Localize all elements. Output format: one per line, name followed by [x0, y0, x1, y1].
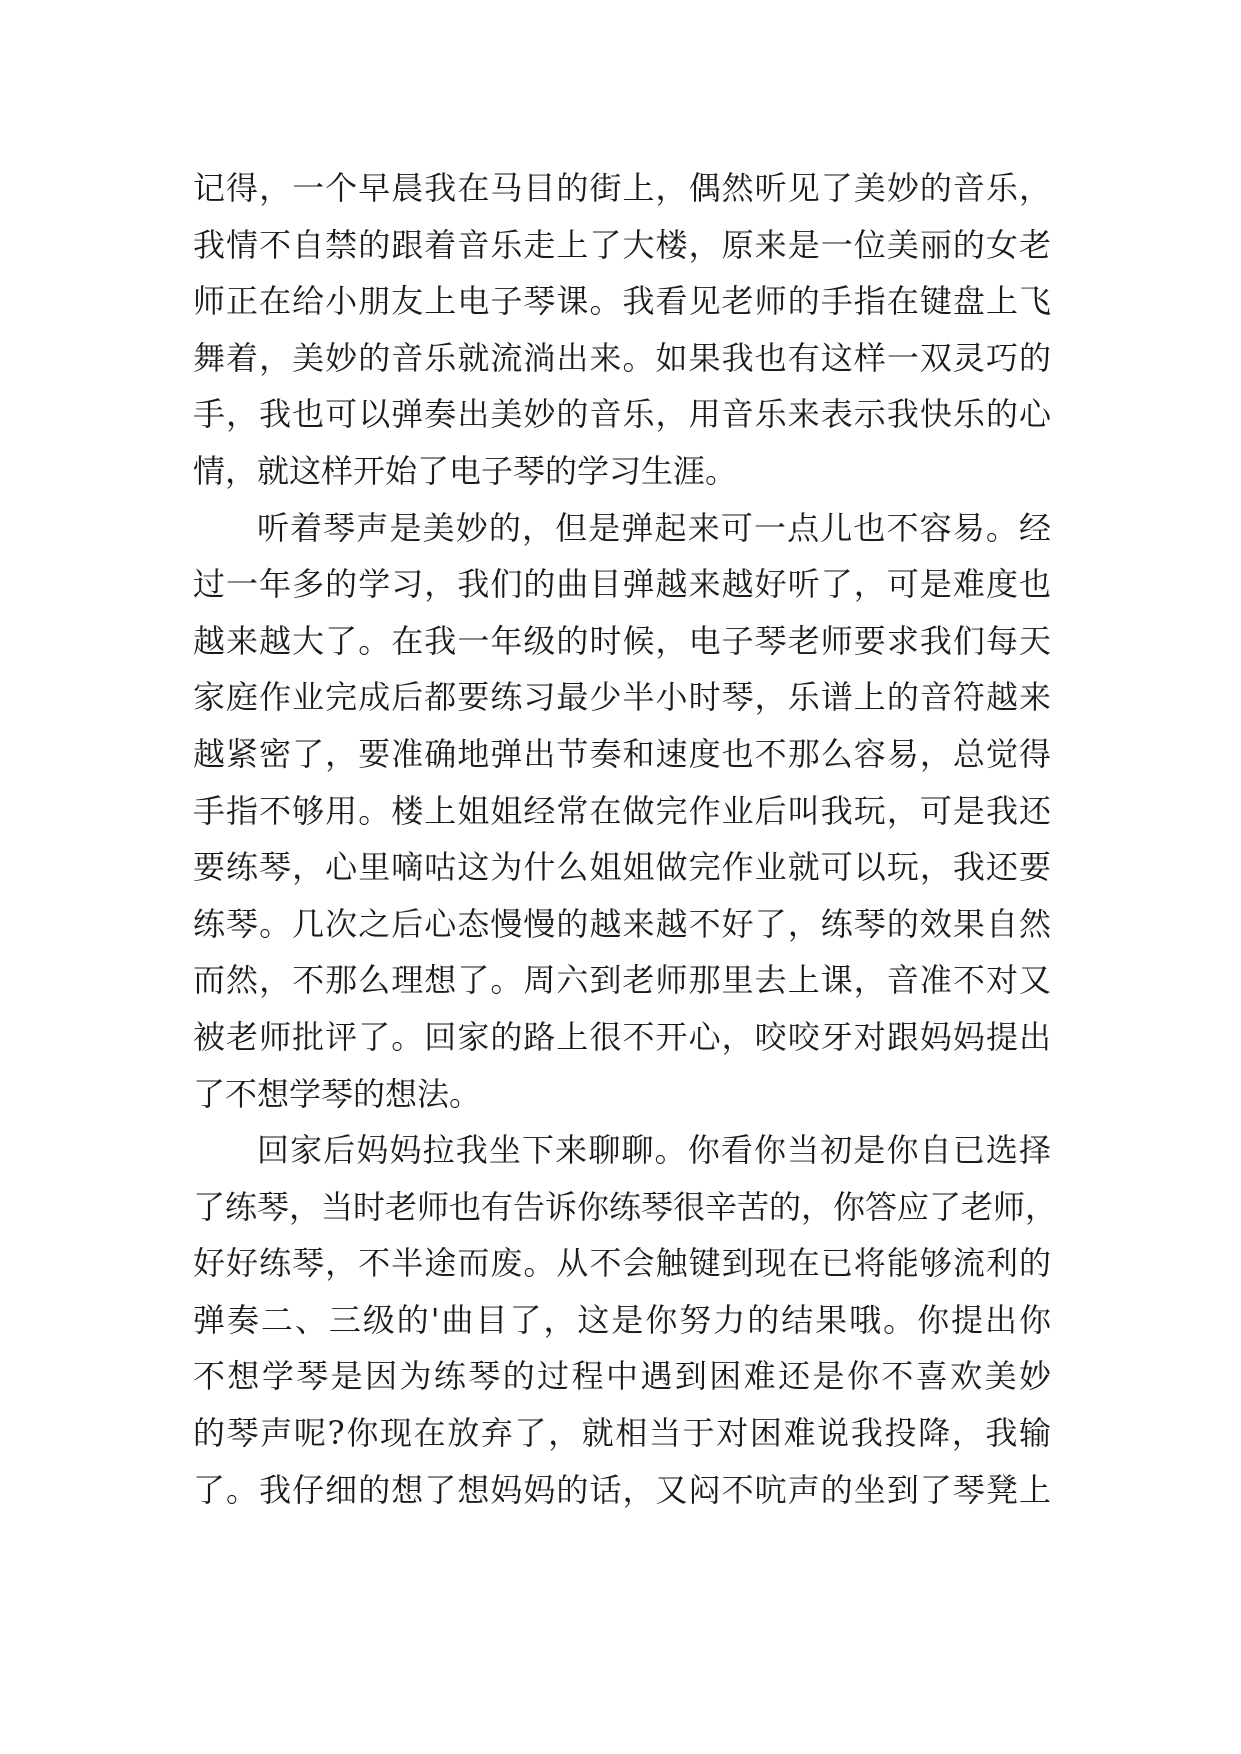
paragraph-2-line-1: 听着琴声是美妙的，但是弹起来可一点儿也不容易。经: [257, 508, 1051, 547]
paragraph-3-line-1: 回家后妈妈拉我坐下来聊聊。你看你当初是你自已选择: [257, 1131, 1051, 1170]
paragraph-2-line-3: 越来越大了。在我一年级的时候，电子琴老师要求我们每天: [193, 621, 1051, 660]
paragraph-2-line-11: 了不想学琴的想法。: [193, 1074, 482, 1113]
paragraph-3-line-4: 弹奏二、三级的'曲目了，这是你努力的结果哦。你提出你: [193, 1300, 1051, 1339]
paragraph-1-line-6: 情，就这样开始了电子琴的学习生涯。: [193, 451, 738, 490]
paragraph-3-line-3: 好好练琴，不半途而废。从不会触键到现在已将能够流利的: [193, 1244, 1051, 1283]
paragraph-1-line-1: 记得，一个早晨我在马目的街上，偶然听见了美妙的音乐，: [193, 169, 1051, 207]
paragraph-2-line-5: 越紧密了，要准确地弹出节奏和速度也不那么容易，总觉得: [193, 734, 1051, 773]
paragraph-2-line-4: 家庭作业完成后都要练习最少半小时琴，乐谱上的音符越来: [193, 678, 1051, 717]
paragraph-2-line-6: 手指不够用。楼上姐姐经常在做完作业后叫我玩，可是我还: [193, 791, 1051, 830]
paragraph-3-line-2: 了练琴，当时老师也有告诉你练琴很辛苦的，你答应了老师，: [193, 1187, 1058, 1226]
paragraph-3-line-7: 了。我仔细的想了想妈妈的话，又闷不吭声的坐到了琴凳上: [193, 1470, 1051, 1509]
paragraph-1-line-2: 我情不自禁的跟着音乐走上了大楼，原来是一位美丽的女老: [193, 225, 1051, 264]
paragraph-2-line-10: 被老师批评了。回家的路上很不开心，咬咬牙对跟妈妈提出: [193, 1017, 1051, 1056]
paragraph-3-line-5: 不想学琴是因为练琴的过程中遇到困难还是你不喜欢美妙: [193, 1357, 1051, 1396]
document-body: [193, 160, 1058, 1518]
paragraph-1-line-3: 师正在给小朋友上电子琴课。我看见老师的手指在键盘上飞: [193, 282, 1051, 321]
paragraph-1-line-5: 手，我也可以弹奏出美妙的音乐，用音乐来表示我快乐的心: [193, 395, 1051, 434]
paragraph-3-line-6: 的琴声呢?你现在放弃了，就相当于对困难说我投降，我输: [193, 1414, 1051, 1453]
paragraph-2-line-8: 练琴。几次之后心态慢慢的越来越不好了，练琴的效果自然: [193, 904, 1051, 943]
paragraph-1-line-4: 舞着，美妙的音乐就流淌出来。如果我也有这样一双灵巧的: [193, 338, 1051, 377]
paragraph-2-line-9: 而然，不那么理想了。周六到老师那里去上课，音准不对又: [193, 961, 1051, 1000]
paragraph-2-line-2: 过一年多的学习，我们的曲目弹越来越好听了，可是难度也: [193, 565, 1051, 604]
paragraph-2-line-7: 要练琴，心里嘀咕这为什么姐姐做完作业就可以玩，我还要: [193, 848, 1051, 887]
